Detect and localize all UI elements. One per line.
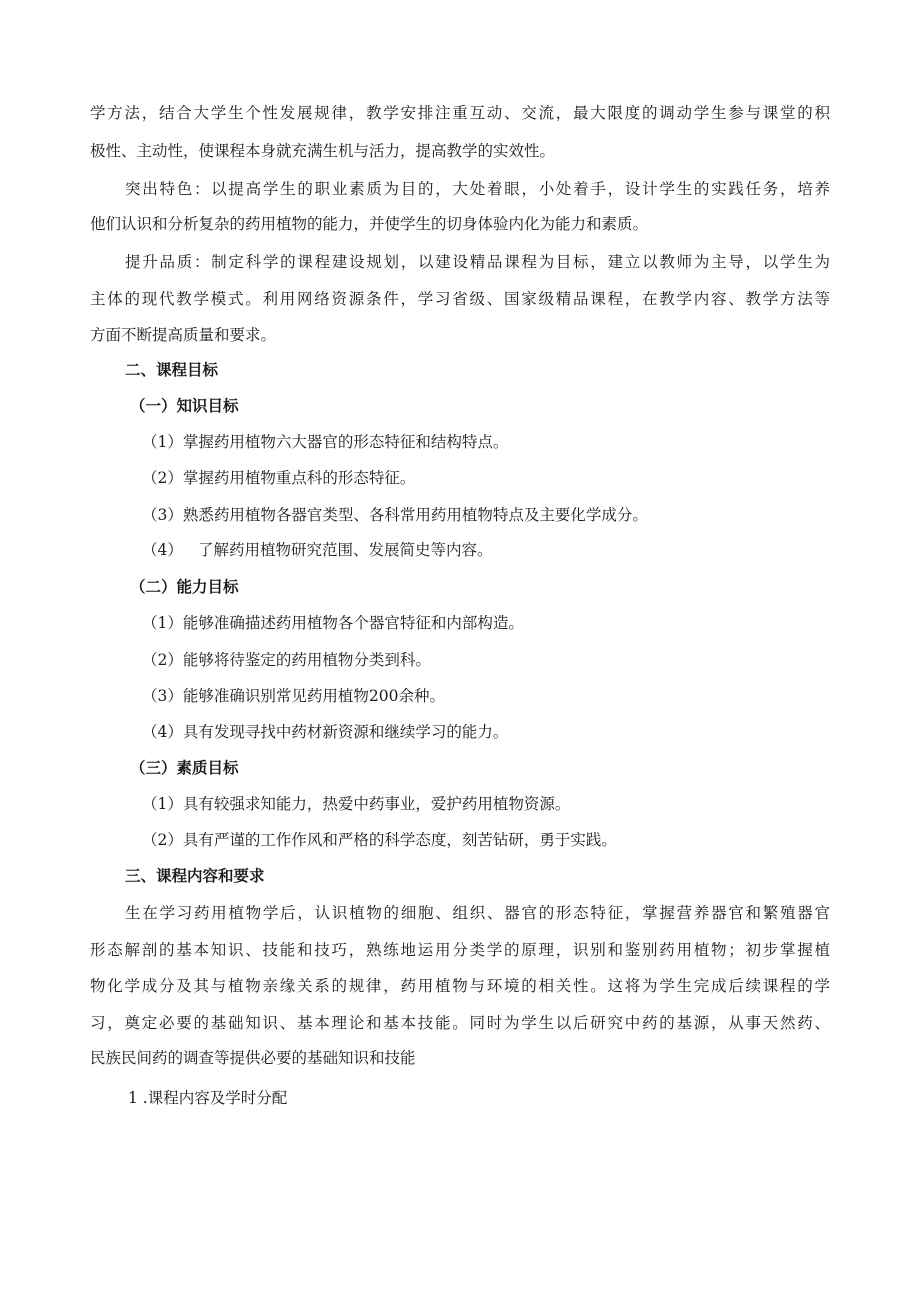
list-item [142, 611, 524, 635]
paragraph-line: 方面不断提高质量和要求。 [90, 326, 277, 344]
paragraph-line: 物化学成分及其与植物亲缘关系的规律，药用植物与环境的相关性。这将为学生完成后续课程的学 [90, 977, 830, 995]
paragraph-line: 突出特色：以提高学生的职业素质为目的，大处着眼，小处着手，设计学生的实践任务，培养 [125, 180, 830, 198]
item-number: （4） [142, 723, 183, 741]
subsection-heading: （一）知识目标 [130, 396, 239, 415]
item-number: （1） [142, 433, 183, 451]
paragraph-line: 民族民间药的调查等提供必要的基础知识和技能 [90, 1049, 416, 1067]
paragraph-line: 学方法，结合大学生个性发展规律，教学安排注重互动、交流，最大限度的调动学生参与课堂的积 [90, 104, 830, 122]
list-item [142, 648, 431, 672]
list-item [142, 466, 415, 490]
numbered-subheading: 1 .课程内容及学时分配 [128, 1089, 288, 1107]
paragraph-line: 提升品质：制定科学的课程建设规划，以建设精品课程为目标，建立以教师为主导，以学生为 [125, 253, 830, 271]
item-number: （2） [142, 651, 183, 669]
item-number: （1） [142, 614, 183, 632]
subsection-heading: （二）能力目标 [130, 577, 239, 596]
item-text: 了解药用植物研究范围、发展简史等内容。 [198, 541, 493, 559]
item-number: （4） [142, 541, 183, 559]
paragraph-line: 形态解剖的基本知识、技能和技巧，熟练地运用分类学的原理，识别和鉴别药用植物；初步掌握植 [90, 941, 830, 959]
item-number: （2） [142, 469, 183, 487]
item-text: 具有发现寻找中药材新资源和继续学习的能力。 [182, 723, 509, 741]
paragraph-line: 他们认识和分析复杂的药用植物的能力，并使学生的切身体验内化为能力和素质。 [90, 215, 649, 233]
list-item [142, 684, 445, 708]
item-text: 能够准确描述药用植物各个器官特征和内部构造。 [182, 614, 524, 632]
item-text: 能够准确识别常见药用植物200余种。 [182, 687, 445, 705]
section-heading: 三、课程内容和要求 [125, 866, 265, 885]
item-number: （3） [142, 506, 183, 524]
item-number: （3） [142, 687, 183, 705]
item-number: （2） [142, 831, 183, 849]
item-text: 具有严谨的工作作风和严格的科学态度，刻苦钻研，勇于实践。 [182, 831, 617, 849]
list-item [142, 828, 617, 852]
list-item [142, 430, 508, 454]
list-item [142, 720, 508, 744]
list-item [142, 792, 570, 816]
list-item [142, 503, 648, 527]
section-heading: 二、课程目标 [125, 360, 219, 379]
item-text: 掌握药用植物重点科的形态特征。 [182, 469, 416, 487]
paragraph-line: 主体的现代教学模式。利用网络资源条件，学习省级、国家级精品课程，在教学内容、教学方法等 [90, 290, 830, 308]
item-text: 具有较强求知能力，热爱中药事业，爱护药用植物资源。 [182, 795, 571, 813]
item-text: 掌握药用植物六大器官的形态特征和结构特点。 [182, 433, 509, 451]
subsection-heading: （三）素质目标 [130, 758, 239, 777]
paragraph-line: 习，奠定必要的基础知识、基本理论和基本技能。同时为学生以后研究中药的基源，从事天然药、 [90, 1014, 830, 1032]
item-text: 熟悉药用植物各器官类型、各科常用药用植物特点及主要化学成分。 [182, 506, 648, 524]
paragraph-line: 极性、主动性，使课程本身就充满生机与活力，提高教学的实效性。 [90, 142, 556, 160]
paragraph-line: 生在学习药用植物学后，认识植物的细胞、组织、器官的形态特征，掌握营养器官和繁殖器官 [125, 904, 830, 922]
list-item [142, 538, 493, 562]
item-text: 能够将待鉴定的药用植物分类到科。 [182, 651, 431, 669]
item-number: （1） [142, 795, 183, 813]
